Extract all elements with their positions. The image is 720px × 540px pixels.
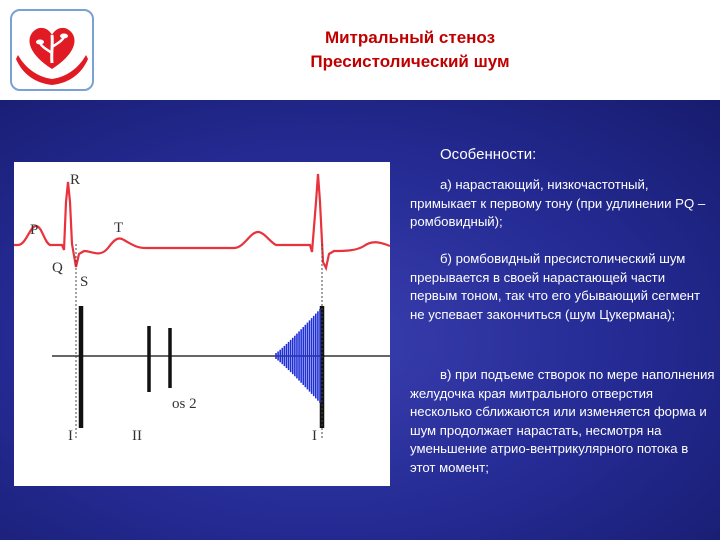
ecg-phonocardiogram-diagram (14, 162, 390, 486)
ecg-trace (14, 174, 390, 268)
heart-hands-logo (10, 9, 94, 91)
feature-item-b: б) ромбовидный пресистолический шум прерывается в своей нарастающей части первым тоном, так что его убывающий сегмент не успевает закончиться (шум Цукермана); (410, 251, 701, 322)
ecg-label-r: R (70, 172, 81, 188)
label-opening-snap: os 2 (172, 396, 197, 412)
ecg-label-t: T (114, 220, 124, 236)
label-second-tone: II (132, 428, 142, 444)
ecg-label-p: P (30, 222, 39, 238)
ecg-label-s: S (80, 274, 89, 290)
ecg-label-q: Q (52, 260, 63, 276)
feature-item-a: а) нарастающий, низкочастотный, примыкает к первому тону (при удлинении PQ – ромбовидный); (410, 177, 706, 229)
label-first-tone: I (68, 428, 73, 444)
ecg-pcg-svg (14, 162, 390, 486)
slide-title: Митральный стеноз (324, 28, 496, 47)
heart-hands-icon (12, 11, 92, 89)
slide-subtitle: Пресистолический шум (310, 52, 510, 71)
slide-header (0, 0, 720, 100)
features-heading: Особенности: (440, 146, 537, 163)
feature-item-c: в) при подъеме створок по мере наполнения желудочка края митрального отверстия несколько сближаются или изменяется форма и шум продолжает нарастать, несмотря на уменьшение атрио-вентрикулярного потока в этот момент; (410, 367, 715, 475)
label-first-tone-repeat: I (312, 428, 317, 444)
